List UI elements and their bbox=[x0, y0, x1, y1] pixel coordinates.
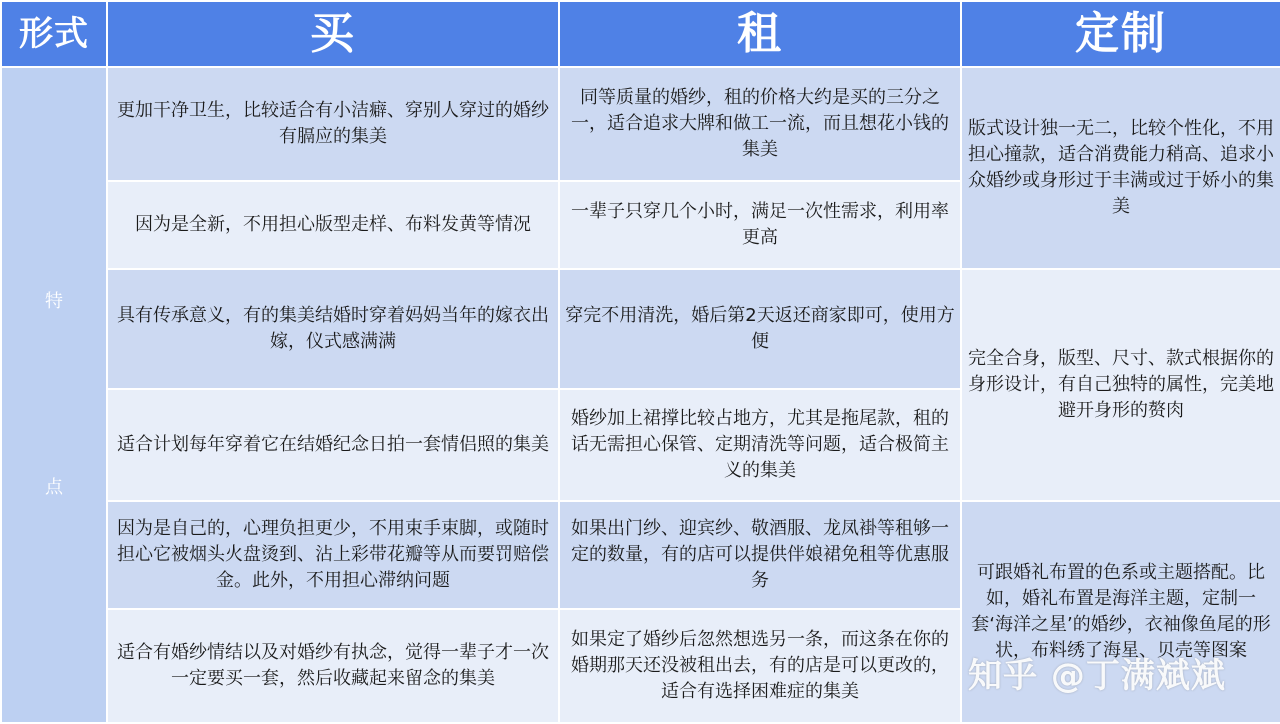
header-custom: 定制 bbox=[961, 1, 1280, 67]
table-row bbox=[1, 67, 1280, 181]
rent-cell: 同等质量的婚纱，租的价格大约是买的三分之一，适合追求大牌和做工一流，而且想花小钱的集美 bbox=[559, 67, 961, 181]
custom-cell: 版式设计独一无二，比较个性化，不用担心撞款，适合消费能力稍高、追求小众婚纱或身形过于丰满或过于娇小的集美 bbox=[961, 67, 1280, 269]
features-label-char2: 点 bbox=[45, 477, 63, 498]
rent-cell: 穿完不用清洗，婚后第2天返还商家即可，使用方便 bbox=[559, 269, 961, 389]
features-label-char1: 特 bbox=[45, 291, 63, 312]
table-row bbox=[1, 501, 1280, 609]
buy-cell: 因为是自己的，心理负担更少，不用束手束脚，或随时担心它被烟头火盘烫到、沾上彩带花瓣等从而要罚赔偿金。此外，不用担心滞纳问题 bbox=[107, 501, 559, 609]
header-buy: 买 bbox=[107, 1, 559, 67]
rent-cell: 婚纱加上裙撑比较占地方，尤其是拖尾款，租的话无需担心保管、定期清洗等问题，适合极简主义的集美 bbox=[559, 389, 961, 501]
table-row bbox=[1, 269, 1280, 389]
features-label bbox=[1, 67, 107, 723]
rent-cell: 如果出门纱、迎宾纱、敬酒服、龙凤褂等租够一定的数量，有的店可以提供伴娘裙免租等优惠服务 bbox=[559, 501, 961, 609]
buy-cell: 更加干净卫生，比较适合有小洁癖、穿别人穿过的婚纱有膈应的集美 bbox=[107, 67, 559, 181]
buy-cell: 适合计划每年穿着它在结婚纪念日拍一套情侣照的集美 bbox=[107, 389, 559, 501]
custom-cell: 可跟婚礼布置的色系或主题搭配。比如，婚礼布置是海洋主题，定制一套‘海洋之星’的婚纱，衣袖像鱼尾的形状，布料绣了海星、贝壳等图案 bbox=[961, 501, 1280, 723]
header-form: 形式 bbox=[1, 1, 107, 67]
rent-cell: 一辈子只穿几个小时，满足一次性需求，利用率更高 bbox=[559, 181, 961, 269]
custom-cell: 完全合身，版型、尺寸、款式根据你的身形设计，有自己独特的属性，完美地避开身形的赘肉 bbox=[961, 269, 1280, 501]
watermark: 知乎 @丁满斌斌 bbox=[968, 656, 1226, 696]
header-rent: 租 bbox=[559, 1, 961, 67]
buy-cell: 具有传承意义，有的集美结婚时穿着妈妈当年的嫁衣出嫁，仪式感满满 bbox=[107, 269, 559, 389]
buy-cell: 因为是全新，不用担心版型走样、布料发黄等情况 bbox=[107, 181, 559, 269]
buy-cell: 适合有婚纱情结以及对婚纱有执念，觉得一辈子才一次一定要买一套，然后收藏起来留念的集美 bbox=[107, 609, 559, 723]
rent-cell: 如果定了婚纱后忽然想选另一条，而这条在你的婚期那天还没被租出去，有的店是可以更改的，适合有选择困难症的集美 bbox=[559, 609, 961, 723]
header-row bbox=[1, 1, 1280, 67]
